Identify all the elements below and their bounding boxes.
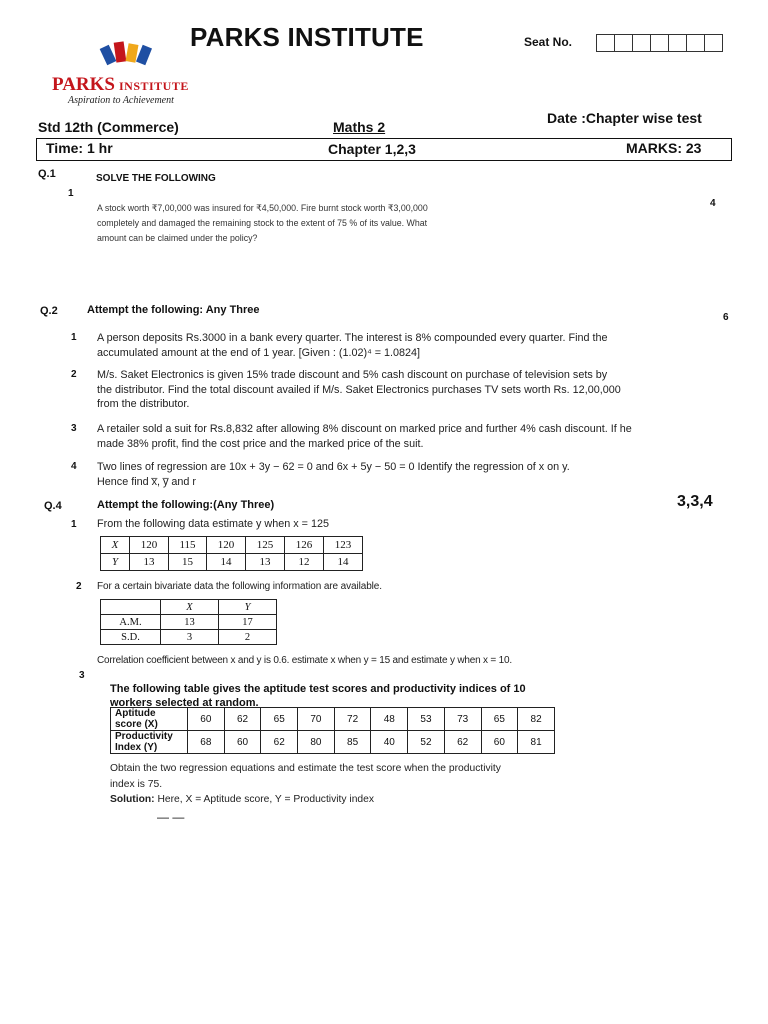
data-table-aptitude (110, 707, 555, 754)
q4-item3-after-line: index is 75. (110, 778, 163, 790)
q2-item (97, 460, 717, 489)
q4-item3-heading-line: workers selected at random. (110, 697, 259, 709)
logo-parks-text: PARKS (52, 74, 115, 95)
table-cell: 52 (408, 731, 445, 754)
q2-item-line: A retailer sold a suit for Rs.8,832 after allowing 8% discount on marked price and further 4% cash discount. If he (97, 423, 632, 435)
table-cell: 70 (298, 708, 335, 731)
q1-line: completely and damaged the remaining stock to the extent of 75 % of its value. What (97, 218, 428, 228)
seat-box (705, 35, 722, 51)
table-cell: 73 (444, 708, 481, 731)
table-cell: 125 (246, 537, 285, 554)
q2-item-line: made 38% profit, find the cost price and the marked price of the suit. (97, 437, 424, 450)
standard-label: Std 12th (Commerce) (38, 119, 179, 135)
table-cell: 2 (219, 630, 277, 645)
table-cell: 115 (168, 537, 206, 554)
q4-item3-heading-line: The following table gives the aptitude test scores and productivity indices of 10 (110, 683, 526, 695)
table-cell: 120 (130, 537, 169, 554)
table-cell: 72 (334, 708, 371, 731)
q1-line: amount can be claimed under the policy? (97, 233, 258, 243)
table-cell: 60 (188, 708, 225, 731)
solution-text: Here, X = Aptitude score, Y = Productivity index (154, 794, 375, 805)
q2-item-line: the distributor. Find the total discount availed if M/s. Saket Electronics purchases TV sets worth Rs. 12,00,000 (97, 383, 621, 396)
q4-item-number: 2 (76, 581, 82, 592)
q4-number: Q.4 (44, 500, 62, 512)
table-cell: 60 (224, 731, 261, 754)
table-cell: 85 (334, 731, 371, 754)
table-cell: 53 (408, 708, 445, 731)
row-label (111, 731, 188, 754)
row-label-line: Aptitude (115, 708, 156, 719)
q2-item (97, 422, 727, 451)
q4-item1-text: From the following data estimate y when x = 125 (97, 518, 329, 530)
q2-item-line: accumulated amount at the end of 1 year. [Given : (1.02)⁴ = 1.0824] (97, 346, 421, 359)
logo-wordmark (52, 74, 189, 96)
time-label: Time: 1 hr (46, 140, 113, 156)
q4-item-number: 1 (71, 519, 77, 530)
row-label-line: Productivity (115, 731, 173, 742)
dash-mark: — — (157, 810, 185, 824)
q4-item3-after (110, 761, 570, 792)
q2-item-line: A person deposits Rs.3000 in a bank every quarter. The interest is 8% compounded every quarter. Find the (97, 332, 608, 344)
q1-sub-number: 1 (68, 188, 74, 199)
table-cell: 17 (219, 615, 277, 630)
q2-item (97, 331, 717, 360)
data-table-stats (100, 599, 277, 645)
table-cell: 80 (298, 731, 335, 754)
table-cell: 126 (284, 537, 323, 554)
seat-box (597, 35, 615, 51)
q1-heading: SOLVE THE FOLLOWING (96, 173, 216, 184)
table-cell: 120 (207, 537, 246, 554)
column-header: X (161, 600, 219, 615)
q2-heading: Attempt the following: Any Three (87, 304, 260, 316)
table-cell: 123 (323, 537, 362, 554)
q4-item3-heading (110, 682, 570, 710)
q2-item-line: M/s. Saket Electronics is given 15% trade discount and 5% cash discount on purchase of television sets by (97, 369, 608, 381)
table-cell: 14 (323, 554, 362, 571)
seat-box (633, 35, 651, 51)
row-label: X (101, 537, 130, 554)
q2-marks: 6 (723, 312, 729, 323)
table-cell: 48 (371, 708, 408, 731)
table-cell: 13 (246, 554, 285, 571)
row-label: A.M. (101, 615, 161, 630)
column-header: Y (219, 600, 277, 615)
row-label: Y (101, 554, 130, 571)
total-marks-label: MARKS: 23 (626, 140, 702, 156)
table-cell: 65 (481, 708, 518, 731)
q1-marks: 4 (710, 198, 716, 209)
date-label: Date :Chapter wise test (547, 110, 702, 126)
table-cell: 15 (168, 554, 206, 571)
q4-item2-text: For a certain bivariate data the following information are available. (97, 581, 382, 592)
table-cell: 62 (224, 708, 261, 731)
q2-item-line: Hence find x̅, y̅ and r (97, 475, 197, 488)
subject-label: Maths 2 (333, 119, 386, 135)
q2-number: Q.2 (40, 305, 58, 317)
q2-item-number: 4 (71, 461, 77, 472)
chapter-label: Chapter 1,2,3 (328, 141, 416, 157)
seat-box (651, 35, 669, 51)
table-cell: 62 (444, 731, 481, 754)
q1-question (97, 201, 467, 246)
q2-item-number: 3 (71, 423, 77, 434)
table-cell: 14 (207, 554, 246, 571)
q2-item-number: 2 (71, 369, 77, 380)
seat-box (669, 35, 687, 51)
table-cell: 68 (188, 731, 225, 754)
table-cell (101, 600, 161, 615)
row-label-line: score (X) (115, 719, 158, 730)
q4-heading: Attempt the following:(Any Three) (97, 499, 275, 511)
q2-item-line: from the distributor. (97, 398, 190, 410)
q1-number: Q.1 (38, 168, 56, 180)
seat-number-boxes (596, 34, 723, 52)
table-cell: 65 (261, 708, 298, 731)
table-cell: 12 (284, 554, 323, 571)
q1-line: A stock worth ₹7,00,000 was insured for ₹4,50,000. Fire burnt stock worth ₹3,00,000 (97, 203, 428, 213)
table-cell: 13 (161, 615, 219, 630)
logo-tagline: Aspiration to Achievement (68, 95, 174, 106)
row-label-line: Index (Y) (115, 742, 158, 753)
q4-item3-solution (110, 793, 374, 808)
table-cell: 62 (261, 731, 298, 754)
q2-item-number: 1 (71, 332, 77, 343)
q2-item-line: Two lines of regression are 10x + 3y − 62 = 0 and 6x + 5y − 50 = 0 Identify the regression of x on y. (97, 461, 570, 473)
table-cell: 81 (518, 731, 555, 754)
solution-label: Solution: (110, 794, 155, 805)
logo-institute-text: INSTITUTE (118, 79, 189, 93)
seat-box (687, 35, 705, 51)
table-cell: 60 (481, 731, 518, 754)
data-table-xy (100, 536, 363, 571)
table-cell: 3 (161, 630, 219, 645)
seat-number-label: Seat No. (524, 35, 573, 49)
table-cell: 82 (518, 708, 555, 731)
row-label: S.D. (101, 630, 161, 645)
seat-box (615, 35, 633, 51)
table-cell: 13 (130, 554, 169, 571)
q4-item-number: 3 (79, 670, 85, 681)
q4-item3-after-line: Obtain the two regression equations and estimate the test score when the productivity (110, 763, 501, 774)
q4-item2-after: Correlation coefficient between x and y is 0.6. estimate x when y = 15 and estimate y when x = 10. (97, 655, 512, 666)
table-cell: 40 (371, 731, 408, 754)
page-title: PARKS INSTITUTE (190, 22, 424, 52)
row-label (111, 708, 188, 731)
q4-marks: 3,3,4 (677, 493, 713, 510)
q2-item (97, 368, 717, 412)
